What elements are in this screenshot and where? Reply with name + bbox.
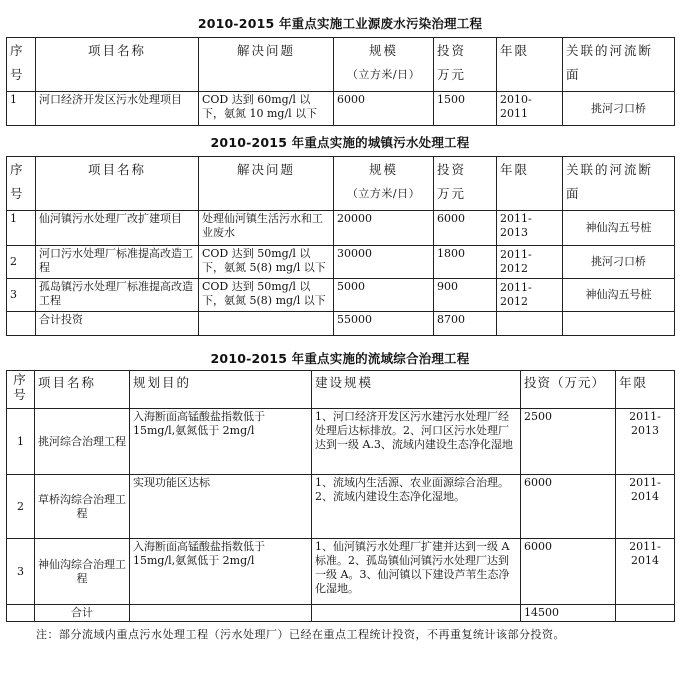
header-period: 年限: [497, 157, 563, 211]
table-header-row: [7, 157, 675, 211]
header-section: 关联的河流断 面: [563, 157, 675, 211]
header-invest: 投资 万元: [434, 38, 497, 92]
total-invest: 8700: [434, 312, 497, 336]
cell-seq: 3: [7, 539, 35, 605]
header-name: 项目名称: [35, 371, 130, 409]
cell-problem: COD 达到 50mg/l 以下，氨氮 5(8) mg/l 以下: [199, 279, 334, 312]
cell-invest: 6000: [521, 539, 616, 605]
cell-scale: 6000: [334, 92, 434, 126]
table-header-row: [7, 38, 675, 92]
cell-scale: 5000: [334, 279, 434, 312]
header-period: 年限: [616, 371, 675, 409]
town-sewage-table: [6, 156, 675, 336]
cell-section: 挑河刁口桥: [563, 246, 675, 279]
header-seq: 序 号: [7, 371, 35, 409]
cell-name: 草桥沟综合治理工程: [35, 475, 130, 539]
cell-section: 神仙沟五号桩: [563, 211, 675, 246]
header-invest: 投资（万元）: [521, 371, 616, 409]
cell-seq: 1: [7, 211, 36, 246]
header-name: 项目名称: [36, 157, 199, 211]
cell-scope: 1、河口经济开发区污水建污水处理厂经处理后达标排放。2、河口区污水处理厂达到一级 A.3、流域内建设生态净化湿地: [312, 409, 521, 475]
cell-goal: 实现功能区达标: [130, 475, 312, 539]
table-row: [7, 92, 675, 126]
table-row: [7, 211, 675, 246]
cell-period: 2011-2012: [497, 246, 563, 279]
cell-seq: 3: [7, 279, 36, 312]
table-row: [7, 246, 675, 279]
table-row: [7, 279, 675, 312]
cell-problem: COD 达到 50mg/l 以下，氨氮 5(8) mg/l 以下: [199, 246, 334, 279]
cell-invest: 1500: [434, 92, 497, 126]
cell-period: 2011-2014: [616, 475, 675, 539]
cell-name: 挑河综合治理工程: [35, 409, 130, 475]
cell-seq: 1: [7, 409, 35, 475]
cell-scope: 1、仙河镇污水处理厂扩建并达到一级 A 标准。2、孤岛镇仙河镇污水处理厂达到一级 A。3、仙河镇以下建设芦苇生态净化湿地。: [312, 539, 521, 605]
header-name: 项目名称: [36, 38, 199, 92]
table1-title: 2010-2015 年重点实施工业源废水污染治理工程: [197, 16, 483, 31]
cell-invest: 1800: [434, 246, 497, 279]
cell-seq: 1: [7, 92, 36, 126]
footnote: 注：部分流域内重点污水处理工程（污水处理厂）已经在重点工程统计投资，不再重复统计该部分投资。: [36, 628, 565, 641]
table-row: [7, 539, 675, 605]
cell-name: 仙河镇污水处理厂改扩建项目: [36, 211, 199, 246]
cell-name: 神仙沟综合治理工程: [35, 539, 130, 605]
table2-title: 2010-2015 年重点实施的城镇污水处理工程: [210, 135, 470, 150]
header-scale: 规模 （立方米/日）: [334, 157, 434, 211]
header-scale: 规模 （立方米/日）: [334, 38, 434, 92]
total-invest: 14500: [521, 605, 616, 622]
cell-scale: 20000: [334, 211, 434, 246]
total-row: [7, 605, 675, 622]
cell-section: 神仙沟五号桩: [563, 279, 675, 312]
cell-period: 2011-2013: [616, 409, 675, 475]
header-seq: 序 号: [7, 157, 36, 211]
header-section: 关联的河流断 面: [563, 38, 675, 92]
cell-name: 河口污水处理厂标准提高改造工程: [36, 246, 199, 279]
header-seq: 序 号: [7, 38, 36, 92]
cell-period: 2010-2011: [497, 92, 563, 126]
header-problem: 解决问题: [199, 38, 334, 92]
header-period: 年限: [497, 38, 563, 92]
cell-goal: 入海断面高锰酸盐指数低于 15mg/l,氨氮低于 2mg/l: [130, 409, 312, 475]
total-label: 合计: [35, 605, 130, 622]
table3-title: 2010-2015 年重点实施的流域综合治理工程: [210, 351, 470, 366]
basin-treatment-table: [6, 370, 675, 622]
cell-period: 2011-2014: [616, 539, 675, 605]
cell-section: 挑河刁口桥: [563, 92, 675, 126]
header-scope: 建设规模: [312, 371, 521, 409]
cell-invest: 900: [434, 279, 497, 312]
total-label: 合计投资: [36, 312, 199, 336]
cell-invest: 6000: [434, 211, 497, 246]
cell-period: 2011-2013: [497, 211, 563, 246]
header-invest: 投资 万元: [434, 157, 497, 211]
cell-period: 2011-2012: [497, 279, 563, 312]
table-row: [7, 409, 675, 475]
cell-invest: 6000: [521, 475, 616, 539]
cell-scale: 30000: [334, 246, 434, 279]
total-row: [7, 312, 675, 336]
industrial-wastewater-table: [6, 37, 675, 126]
cell-name: 河口经济开发区污水处理项目: [36, 92, 199, 126]
cell-problem: 处理仙河镇生活污水和工业废水: [199, 211, 334, 246]
table-row: [7, 475, 675, 539]
cell-name: 孤岛镇污水处理厂标准提高改造工程: [36, 279, 199, 312]
header-goal: 规划目的: [130, 371, 312, 409]
cell-problem: COD 达到 60mg/l 以下，氨氮 10 mg/l 以下: [199, 92, 334, 126]
cell-seq: 2: [7, 475, 35, 539]
header-problem: 解决问题: [199, 157, 334, 211]
cell-goal: 入海断面高锰酸盐指数低于 15mg/l,氨氮低于 2mg/l: [130, 539, 312, 605]
table-header-row: [7, 371, 675, 409]
cell-invest: 2500: [521, 409, 616, 475]
total-scale: 55000: [334, 312, 434, 336]
cell-seq: 2: [7, 246, 36, 279]
cell-scope: 1、流域内生活源、农业面源综合治理。2、流域内建设生态净化湿地。: [312, 475, 521, 539]
